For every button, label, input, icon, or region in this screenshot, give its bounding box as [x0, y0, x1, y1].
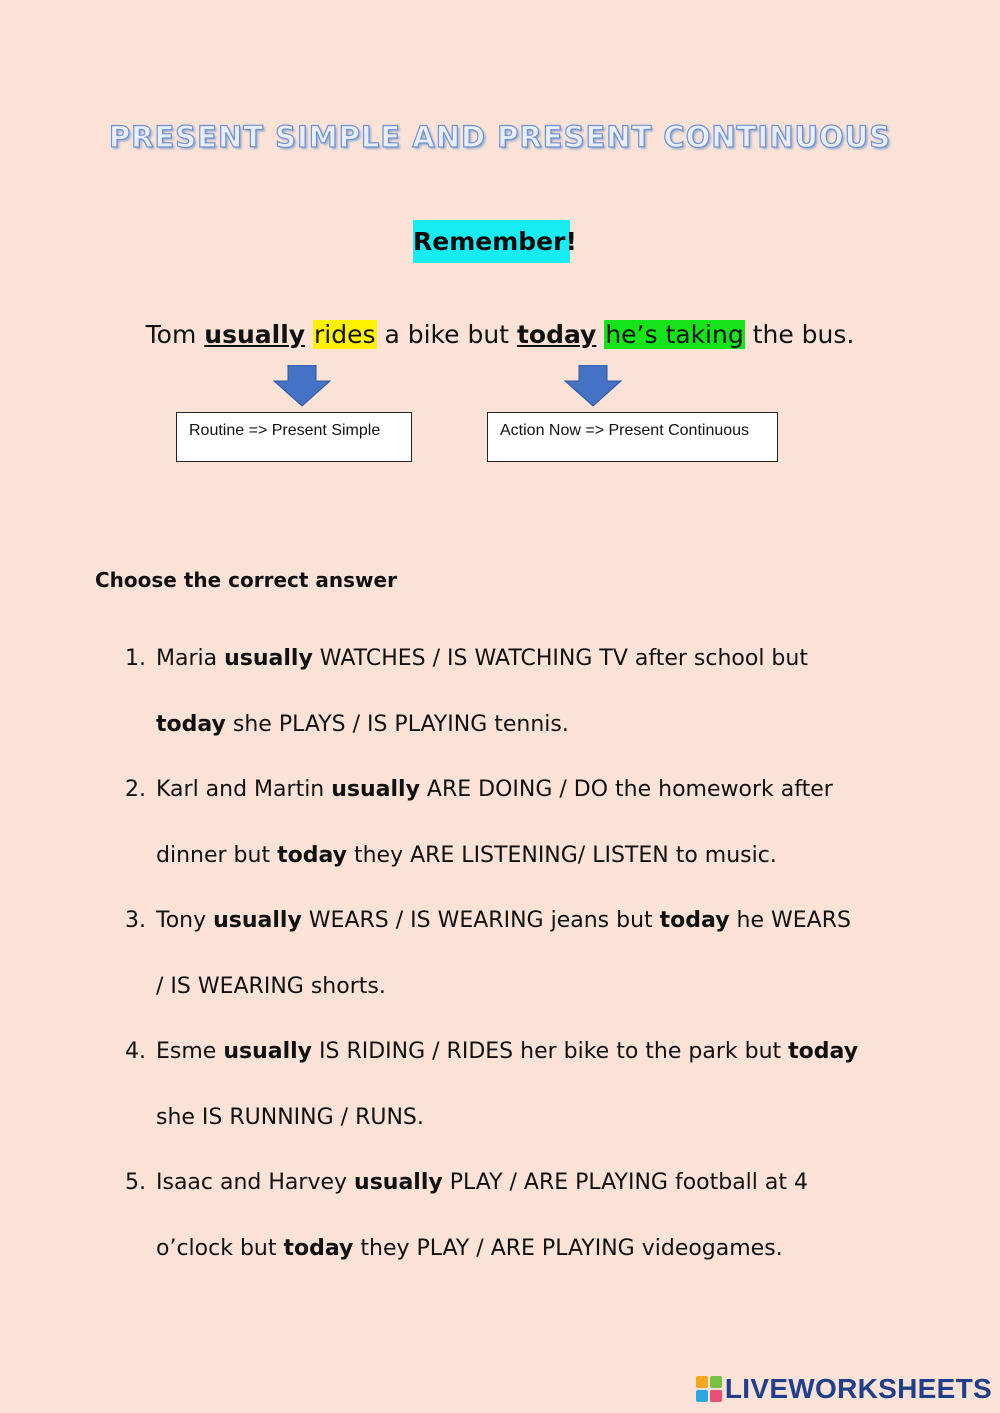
routine-box: Routine => Present Simple [176, 412, 412, 462]
question-2-line-1: 2. Karl and Martin usually ARE DOING / DO the homework after [125, 777, 833, 802]
liveworksheets-logo-icon [696, 1376, 722, 1402]
example-usually: usually [204, 320, 306, 349]
question-5-line-2: o’clock but today they PLAY / ARE PLAYING videogames. [156, 1236, 783, 1261]
instruction-heading: Choose the correct answer [95, 568, 397, 592]
example-end: the bus. [752, 320, 855, 349]
example-middle: a bike but [384, 320, 509, 349]
example-rides-highlight: rides [314, 320, 376, 349]
question-2-line-2: dinner but today they ARE LISTENING/ LISTEN to music. [156, 843, 777, 868]
question-3-line-1: 3. Tony usually WEARS / IS WEARING jeans but today he WEARS [125, 908, 851, 933]
action-now-box: Action Now => Present Continuous [487, 412, 778, 462]
down-arrow-icon [272, 365, 332, 407]
liveworksheets-logo [696, 1373, 992, 1405]
question-1-line-2: today she PLAYS / IS PLAYING tennis. [156, 712, 569, 737]
example-sentence [0, 320, 1000, 349]
example-word-tom: Tom [145, 320, 197, 349]
liveworksheets-logo-text: LIVEWORKSHEETS [724, 1373, 992, 1404]
question-4-line-2: she IS RUNNING / RUNS. [156, 1105, 424, 1130]
question-5-line-1: 5. Isaac and Harvey usually PLAY / ARE PLAYING football at 4 [125, 1170, 808, 1195]
example-hes-taking-highlight: he’s taking [605, 320, 744, 349]
example-today: today [516, 320, 597, 349]
down-arrow-icon [563, 365, 623, 407]
question-1-line-1: 1. Maria usually WATCHES / IS WATCHING TV after school but [125, 646, 808, 671]
question-3-line-2: / IS WEARING shorts. [156, 974, 386, 999]
remember-heading: Remember! [413, 220, 570, 263]
question-4-line-1: 4. Esme usually IS RIDING / RIDES her bike to the park but today [125, 1039, 859, 1064]
page-title: PRESENT SIMPLE AND PRESENT CONTINUOUS [108, 120, 892, 154]
